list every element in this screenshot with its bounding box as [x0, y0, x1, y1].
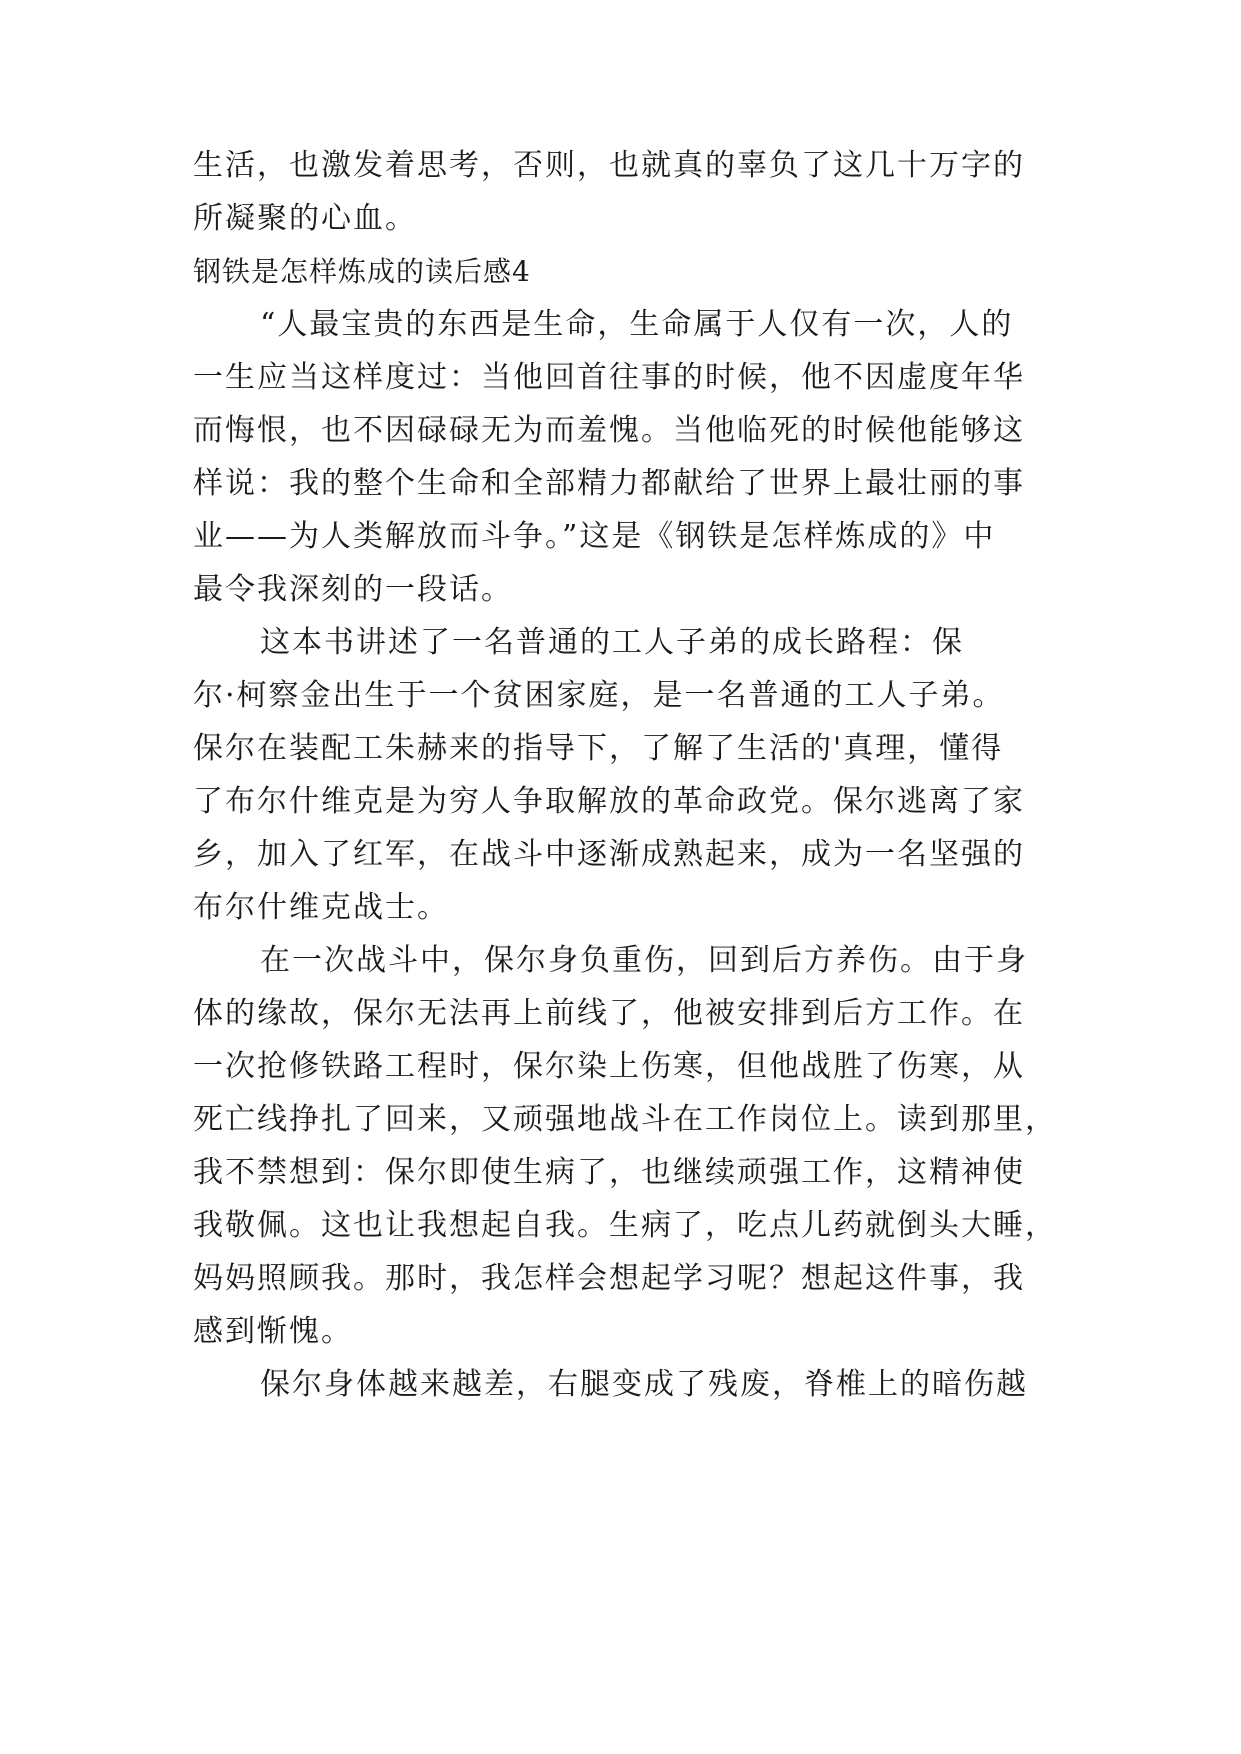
text-line: 妈妈照顾我。那时，我怎样会想起学习呢？想起这件事，我: [193, 1261, 1025, 1296]
text-line: 业——为人类解放而斗争。”这是《钢铁是怎样炼成的》中: [193, 519, 996, 554]
text-line: 尔·柯察金出生于一个贫困家庭，是一名普通的工人子弟。: [193, 678, 1005, 713]
text-line: 所凝聚的心血。: [193, 201, 417, 236]
text-line: 体的缘故，保尔无法再上前线了，他被安排到后方工作。在: [193, 996, 1025, 1031]
text-line: “人最宝贵的东西是生命，生命属于人仅有一次，人的: [260, 307, 1014, 342]
text-line: 感到惭愧。: [193, 1314, 353, 1349]
text-line: 我敬佩。这也让我想起自我。生病了，吃点儿药就倒头大睡，: [193, 1208, 1057, 1243]
text-line: 一生应当这样度过：当他回首往事的时候，他不因虚度年华: [193, 360, 1025, 395]
text-line: 我不禁想到：保尔即使生病了，也继续顽强工作，这精神使: [193, 1155, 1025, 1190]
text-line: 这本书讲述了一名普通的工人子弟的成长路程：保: [260, 625, 964, 660]
text-line: 乡，加入了红军，在战斗中逐渐成熟起来，成为一名坚强的: [193, 837, 1025, 872]
section-heading: 钢铁是怎样炼成的读后感4: [193, 255, 531, 288]
text-line: 死亡线挣扎了回来，又顽强地战斗在工作岗位上。读到那里，: [193, 1102, 1057, 1137]
text-line: 最令我深刻的一段话。: [193, 572, 513, 607]
text-line: 了布尔什维克是为穷人争取解放的革命政党。保尔逃离了家: [193, 784, 1025, 819]
text-line: 一次抢修铁路工程时，保尔染上伤寒，但他战胜了伤寒，从: [193, 1049, 1025, 1084]
text-line: 布尔什维克战士。: [193, 890, 449, 925]
text-line: 保尔在装配工朱赫来的指导下，了解了生活的'真理，懂得: [193, 731, 1004, 766]
text-line: 而悔恨，也不因碌碌无为而羞愧。当他临死的时候他能够这: [193, 413, 1025, 448]
text-line: 样说：我的整个生命和全部精力都献给了世界上最壮丽的事: [193, 466, 1025, 501]
text-line: 生活，也激发着思考，否则，也就真的辜负了这几十万字的: [193, 148, 1025, 183]
text-line: 保尔身体越来越差，右腿变成了残废，脊椎上的暗伤越: [260, 1367, 1028, 1402]
text-line: 在一次战斗中，保尔身负重伤，回到后方养伤。由于身: [260, 943, 1028, 978]
